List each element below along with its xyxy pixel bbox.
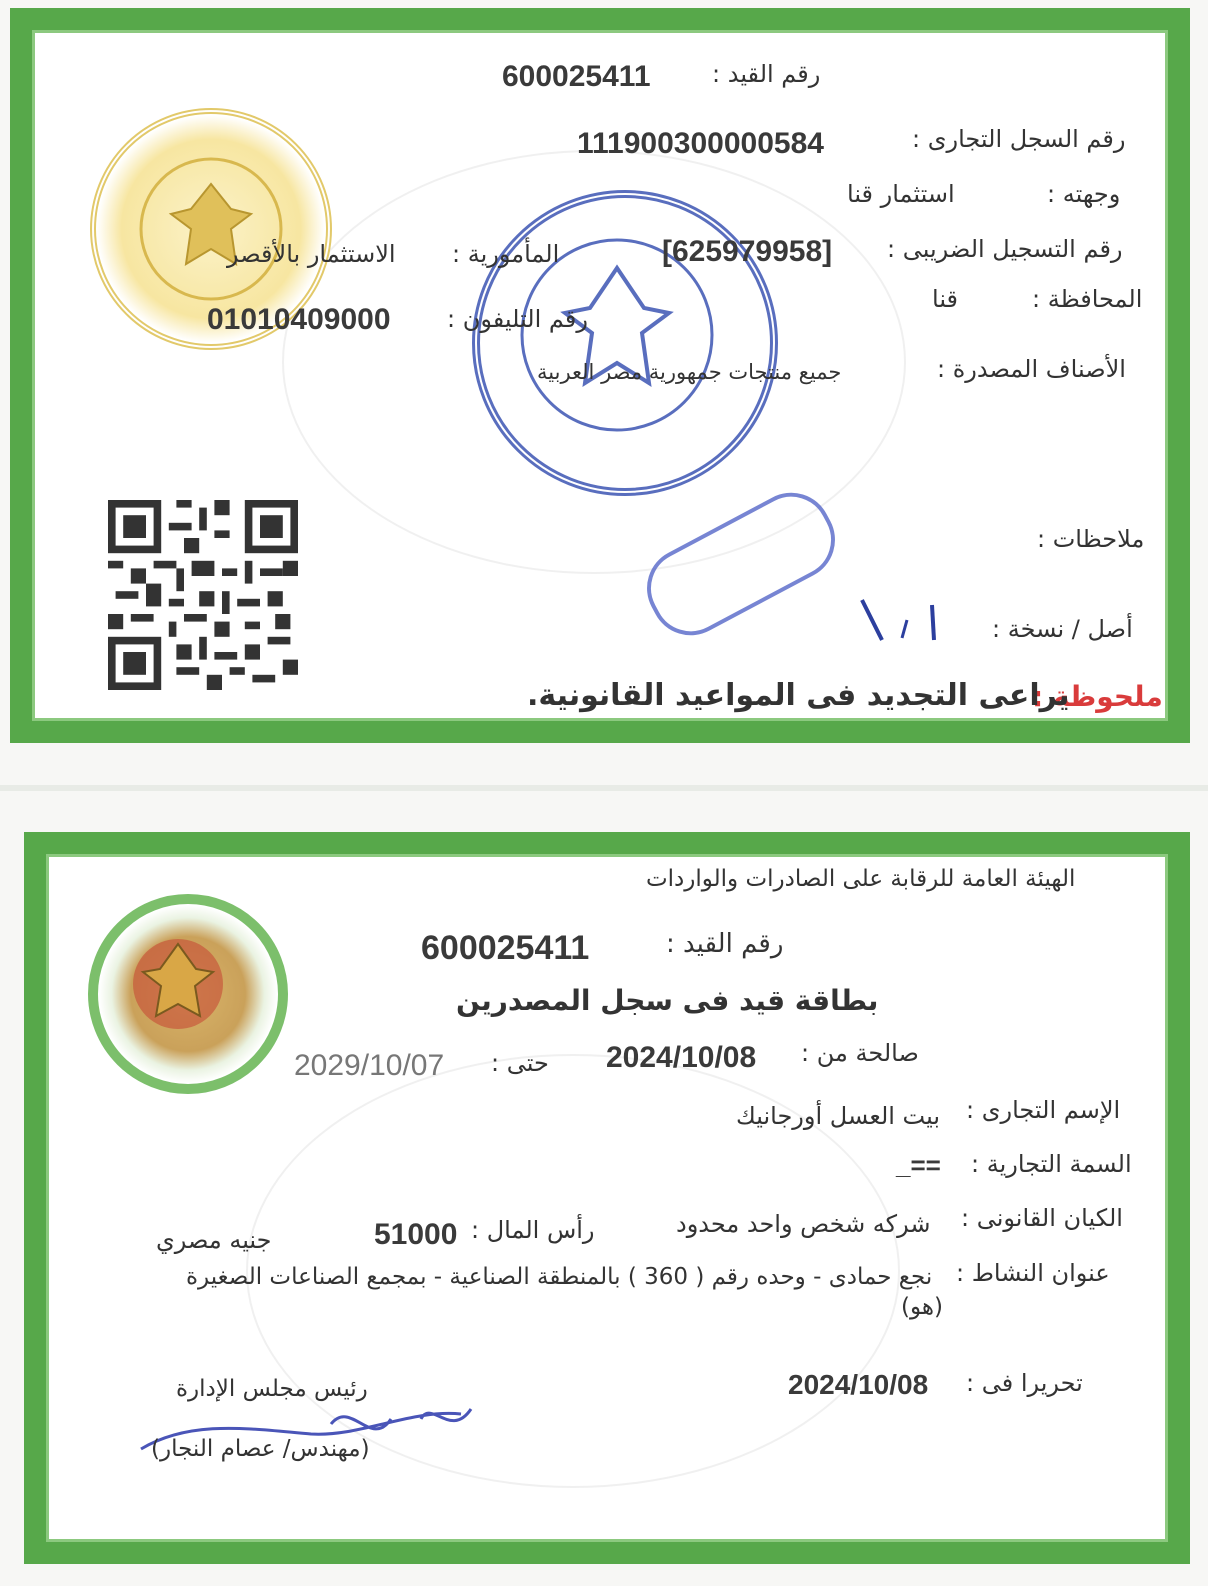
authority-name: الهيئة العامة للرقابة على الصادرات والواردات — [646, 866, 1076, 892]
back-reg-no-label: رقم القيد : — [666, 929, 784, 959]
address-line-1: نجع حمادى - وحده رقم ( 360 ) بالمنطقة الصناعية - بمجمع الصناعات الصغيرة — [186, 1264, 933, 1290]
card-title: بطاقة قيد فى سجل المصدرين — [456, 984, 879, 1017]
qr-code-icon — [108, 500, 298, 690]
tax-reg-value: [625979958] — [662, 235, 833, 268]
trade-mark-label: السمة التجارية : — [971, 1150, 1132, 1178]
categories-value: جميع منتجات جمهورية مصر العربية — [537, 360, 842, 384]
issued-value: 2024/10/08 — [788, 1369, 929, 1400]
front-reg-no-label: رقم القيد : — [712, 60, 821, 88]
notes-label: ملاحظات : — [1037, 525, 1145, 553]
eagle-logo-icon — [98, 904, 258, 1064]
copy-handwriting-marks — [852, 590, 952, 650]
direction-label: وجهته : — [1047, 180, 1121, 208]
trade-mark-value: _== — [896, 1150, 941, 1180]
card-divider — [0, 785, 1208, 791]
categories-label: الأصناف المصدرة : — [937, 355, 1126, 383]
front-reg-no-value: 600025411 — [502, 60, 651, 93]
currency-value: جنيه مصري — [156, 1226, 272, 1254]
governorate-label: المحافظة : — [1032, 285, 1143, 313]
registration-card-back — [24, 832, 1190, 1564]
valid-from-label: صالحة من : — [801, 1039, 919, 1067]
office-value: الاستثمار بالأقصر — [227, 240, 396, 268]
notice-text: يراعى التجديد فى المواعيد القانونية. — [527, 678, 1070, 713]
registration-card-front — [10, 8, 1190, 743]
copy-label: أصل / نسخة : — [992, 615, 1133, 643]
address-line-2: (هو) — [901, 1294, 943, 1320]
capital-label: رأس المال : — [471, 1216, 595, 1244]
until-value: 2029/10/07 — [294, 1049, 445, 1082]
phone-value: 01010409000 — [207, 303, 391, 336]
valid-from-value: 2024/10/08 — [606, 1041, 757, 1074]
chairman-title: رئيس مجلس الإدارة — [176, 1376, 368, 1402]
phone-label: رقم التليفون : — [447, 305, 588, 333]
authority-logo — [88, 894, 288, 1094]
until-label: حتى : — [491, 1049, 549, 1077]
chairman-name: (مهندس/ عصام النجار) — [151, 1436, 370, 1462]
trade-name-label: الإسم التجارى : — [966, 1096, 1121, 1124]
office-label: المأمورية : — [452, 240, 560, 268]
legal-entity-label: الكيان القانونى : — [961, 1204, 1123, 1232]
commercial-reg-value: 111900300000584 — [577, 127, 824, 160]
trade-name-value: بيت العسل أورجانيك — [736, 1102, 941, 1130]
back-reg-no-value: 600025411 — [421, 929, 590, 967]
issued-label: تحريرا فى : — [966, 1369, 1083, 1397]
address-label: عنوان النشاط : — [956, 1259, 1110, 1287]
commercial-reg-label: رقم السجل التجارى : — [912, 125, 1126, 153]
capital-value: 51000 — [374, 1218, 458, 1251]
direction-value: استثمار قنا — [847, 180, 955, 208]
governorate-value: قنا — [932, 285, 959, 313]
tax-reg-label: رقم التسجيل الضريبى : — [887, 235, 1123, 263]
notice-label: ملحوظة : — [1032, 680, 1163, 713]
legal-entity-value: شركه شخص واحد محدود — [676, 1210, 931, 1238]
